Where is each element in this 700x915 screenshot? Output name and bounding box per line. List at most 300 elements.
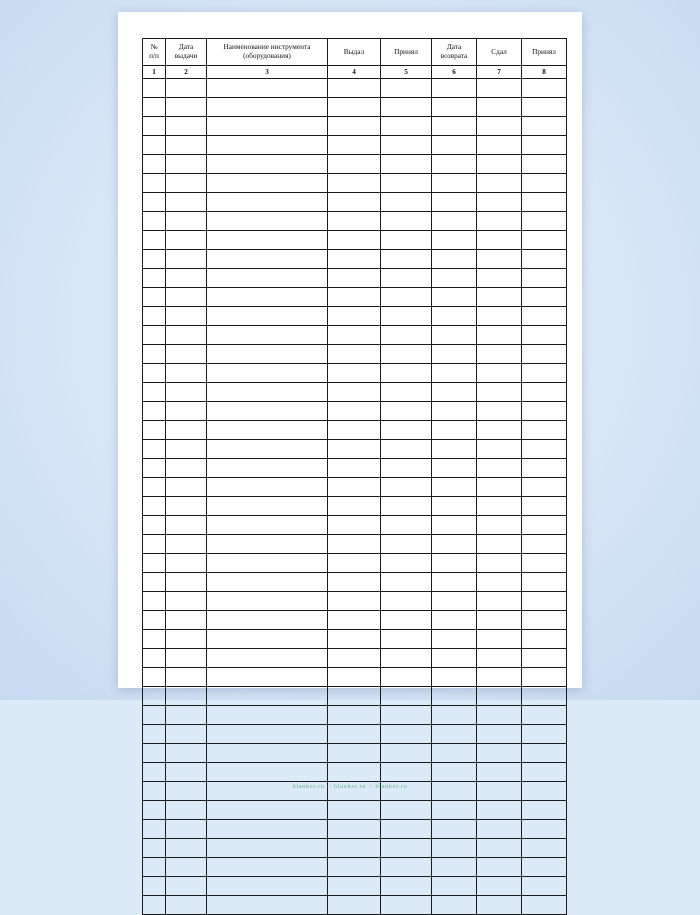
table-cell[interactable] [381,839,432,858]
table-cell[interactable] [207,858,328,877]
table-cell[interactable] [328,706,381,725]
table-row[interactable] [143,725,567,744]
table-row[interactable] [143,231,567,250]
table-row[interactable] [143,421,567,440]
table-cell[interactable] [166,345,207,364]
table-cell[interactable] [207,820,328,839]
table-row[interactable] [143,497,567,516]
table-cell[interactable] [432,155,477,174]
table-cell[interactable] [166,231,207,250]
table-cell[interactable] [381,725,432,744]
table-row[interactable] [143,573,567,592]
table-cell[interactable] [381,516,432,535]
table-cell[interactable] [477,592,522,611]
table-cell[interactable] [432,896,477,915]
table-cell[interactable] [143,554,166,573]
table-row[interactable] [143,193,567,212]
table-cell[interactable] [381,896,432,915]
table-row[interactable] [143,364,567,383]
table-cell[interactable] [522,725,567,744]
table-cell[interactable] [432,649,477,668]
table-cell[interactable] [143,269,166,288]
table-row[interactable] [143,858,567,877]
table-cell[interactable] [432,383,477,402]
table-cell[interactable] [143,782,166,801]
table-cell[interactable] [522,706,567,725]
table-cell[interactable] [522,440,567,459]
table-cell[interactable] [166,307,207,326]
table-cell[interactable] [381,79,432,98]
table-cell[interactable] [143,763,166,782]
table-row[interactable] [143,877,567,896]
table-cell[interactable] [477,611,522,630]
table-cell[interactable] [143,421,166,440]
table-cell[interactable] [432,269,477,288]
table-cell[interactable] [166,668,207,687]
table-cell[interactable] [432,459,477,478]
table-cell[interactable] [522,801,567,820]
table-cell[interactable] [166,611,207,630]
table-row[interactable] [143,79,567,98]
table-cell[interactable] [522,763,567,782]
table-cell[interactable] [381,288,432,307]
table-cell[interactable] [143,231,166,250]
table-cell[interactable] [328,896,381,915]
table-cell[interactable] [522,269,567,288]
table-cell[interactable] [143,98,166,117]
table-cell[interactable] [328,136,381,155]
table-cell[interactable] [207,839,328,858]
table-cell[interactable] [477,877,522,896]
table-cell[interactable] [207,269,328,288]
table-cell[interactable] [166,269,207,288]
table-cell[interactable] [381,307,432,326]
table-cell[interactable] [207,725,328,744]
table-cell[interactable] [207,801,328,820]
table-cell[interactable] [522,535,567,554]
table-row[interactable] [143,801,567,820]
table-cell[interactable] [143,516,166,535]
table-cell[interactable] [207,402,328,421]
table-cell[interactable] [477,345,522,364]
table-cell[interactable] [207,421,328,440]
table-cell[interactable] [166,801,207,820]
table-row[interactable] [143,611,567,630]
table-cell[interactable] [477,820,522,839]
table-cell[interactable] [207,763,328,782]
table-cell[interactable] [522,649,567,668]
table-cell[interactable] [166,573,207,592]
table-cell[interactable] [143,117,166,136]
table-row[interactable] [143,136,567,155]
table-cell[interactable] [381,193,432,212]
table-cell[interactable] [432,782,477,801]
table-cell[interactable] [328,535,381,554]
table-cell[interactable] [143,212,166,231]
table-cell[interactable] [381,383,432,402]
table-cell[interactable] [477,839,522,858]
table-cell[interactable] [166,497,207,516]
table-row[interactable] [143,326,567,345]
table-cell[interactable] [381,345,432,364]
table-cell[interactable] [143,440,166,459]
table-cell[interactable] [328,611,381,630]
table-cell[interactable] [328,326,381,345]
table-cell[interactable] [432,592,477,611]
table-row[interactable] [143,782,567,801]
table-cell[interactable] [522,231,567,250]
table-cell[interactable] [432,440,477,459]
table-row[interactable] [143,174,567,193]
table-cell[interactable] [328,345,381,364]
table-cell[interactable] [328,820,381,839]
table-cell[interactable] [381,269,432,288]
table-cell[interactable] [477,763,522,782]
table-cell[interactable] [328,383,381,402]
table-cell[interactable] [207,896,328,915]
table-cell[interactable] [522,459,567,478]
table-row[interactable] [143,478,567,497]
table-cell[interactable] [166,212,207,231]
table-cell[interactable] [143,877,166,896]
table-cell[interactable] [477,497,522,516]
table-cell[interactable] [432,136,477,155]
table-row[interactable] [143,345,567,364]
table-cell[interactable] [432,364,477,383]
table-cell[interactable] [207,193,328,212]
table-cell[interactable] [328,763,381,782]
table-cell[interactable] [477,212,522,231]
table-cell[interactable] [522,820,567,839]
table-cell[interactable] [522,573,567,592]
table-cell[interactable] [166,79,207,98]
table-cell[interactable] [166,896,207,915]
table-row[interactable] [143,706,567,725]
table-cell[interactable] [381,250,432,269]
table-cell[interactable] [328,288,381,307]
table-cell[interactable] [522,155,567,174]
table-cell[interactable] [166,288,207,307]
table-cell[interactable] [477,155,522,174]
table-cell[interactable] [522,877,567,896]
table-cell[interactable] [207,136,328,155]
table-cell[interactable] [381,763,432,782]
table-cell[interactable] [477,231,522,250]
table-cell[interactable] [143,801,166,820]
table-cell[interactable] [143,326,166,345]
table-row[interactable] [143,649,567,668]
table-cell[interactable] [328,801,381,820]
table-cell[interactable] [477,402,522,421]
table-cell[interactable] [477,649,522,668]
table-row[interactable] [143,117,567,136]
table-cell[interactable] [166,193,207,212]
table-cell[interactable] [477,269,522,288]
table-cell[interactable] [432,858,477,877]
table-cell[interactable] [432,535,477,554]
table-cell[interactable] [166,250,207,269]
table-cell[interactable] [381,592,432,611]
table-cell[interactable] [328,231,381,250]
table-row[interactable] [143,687,567,706]
table-cell[interactable] [143,250,166,269]
table-cell[interactable] [207,440,328,459]
table-cell[interactable] [328,725,381,744]
table-cell[interactable] [381,212,432,231]
table-cell[interactable] [522,174,567,193]
table-cell[interactable] [522,364,567,383]
table-cell[interactable] [166,725,207,744]
table-cell[interactable] [477,193,522,212]
table-cell[interactable] [477,535,522,554]
table-cell[interactable] [207,478,328,497]
table-cell[interactable] [143,136,166,155]
table-cell[interactable] [143,79,166,98]
table-cell[interactable] [477,98,522,117]
table-cell[interactable] [432,402,477,421]
table-cell[interactable] [522,744,567,763]
table-cell[interactable] [381,630,432,649]
table-cell[interactable] [477,858,522,877]
table-cell[interactable] [143,896,166,915]
table-cell[interactable] [166,877,207,896]
table-row[interactable] [143,535,567,554]
table-cell[interactable] [381,706,432,725]
table-cell[interactable] [381,326,432,345]
table-cell[interactable] [477,706,522,725]
table-cell[interactable] [328,364,381,383]
table-cell[interactable] [328,858,381,877]
table-cell[interactable] [207,326,328,345]
table-cell[interactable] [477,288,522,307]
table-cell[interactable] [522,858,567,877]
table-cell[interactable] [207,174,328,193]
table-cell[interactable] [432,345,477,364]
table-cell[interactable] [477,459,522,478]
table-cell[interactable] [328,250,381,269]
table-cell[interactable] [166,630,207,649]
table-cell[interactable] [477,326,522,345]
table-cell[interactable] [143,687,166,706]
table-cell[interactable] [522,839,567,858]
table-cell[interactable] [166,706,207,725]
table-cell[interactable] [166,535,207,554]
table-row[interactable] [143,554,567,573]
table-cell[interactable] [432,174,477,193]
table-cell[interactable] [432,611,477,630]
table-cell[interactable] [328,174,381,193]
table-cell[interactable] [381,155,432,174]
table-row[interactable] [143,250,567,269]
table-cell[interactable] [143,174,166,193]
table-cell[interactable] [328,877,381,896]
table-cell[interactable] [328,744,381,763]
table-cell[interactable] [381,421,432,440]
table-row[interactable] [143,440,567,459]
table-cell[interactable] [381,98,432,117]
table-cell[interactable] [207,877,328,896]
table-cell[interactable] [207,307,328,326]
table-cell[interactable] [143,744,166,763]
table-row[interactable] [143,630,567,649]
table-cell[interactable] [381,497,432,516]
table-cell[interactable] [207,516,328,535]
table-cell[interactable] [381,117,432,136]
table-cell[interactable] [143,592,166,611]
table-cell[interactable] [522,630,567,649]
table-cell[interactable] [143,288,166,307]
table-cell[interactable] [207,611,328,630]
table-cell[interactable] [166,649,207,668]
table-cell[interactable] [477,516,522,535]
table-cell[interactable] [522,554,567,573]
table-row[interactable] [143,212,567,231]
table-cell[interactable] [477,896,522,915]
table-row[interactable] [143,307,567,326]
table-row[interactable] [143,155,567,174]
table-cell[interactable] [207,573,328,592]
table-cell[interactable] [522,307,567,326]
table-row[interactable] [143,516,567,535]
table-cell[interactable] [207,497,328,516]
table-row[interactable] [143,820,567,839]
table-cell[interactable] [522,117,567,136]
table-cell[interactable] [432,79,477,98]
table-cell[interactable] [207,744,328,763]
table-cell[interactable] [328,649,381,668]
table-cell[interactable] [328,307,381,326]
table-row[interactable] [143,383,567,402]
table-cell[interactable] [166,459,207,478]
table-cell[interactable] [207,535,328,554]
table-cell[interactable] [166,763,207,782]
table-row[interactable] [143,839,567,858]
table-cell[interactable] [166,858,207,877]
table-cell[interactable] [143,858,166,877]
table-cell[interactable] [522,250,567,269]
table-cell[interactable] [328,554,381,573]
table-cell[interactable] [432,212,477,231]
table-cell[interactable] [477,478,522,497]
table-cell[interactable] [207,459,328,478]
table-cell[interactable] [432,839,477,858]
table-cell[interactable] [381,820,432,839]
table-cell[interactable] [328,687,381,706]
table-cell[interactable] [522,592,567,611]
table-cell[interactable] [522,212,567,231]
table-cell[interactable] [328,440,381,459]
table-cell[interactable] [381,136,432,155]
table-cell[interactable] [381,478,432,497]
table-cell[interactable] [328,421,381,440]
table-cell[interactable] [477,668,522,687]
table-cell[interactable] [166,478,207,497]
table-cell[interactable] [143,839,166,858]
table-cell[interactable] [477,725,522,744]
table-row[interactable] [143,896,567,915]
table-cell[interactable] [207,649,328,668]
table-cell[interactable] [207,687,328,706]
table-cell[interactable] [207,364,328,383]
table-cell[interactable] [328,478,381,497]
table-cell[interactable] [166,98,207,117]
table-cell[interactable] [477,440,522,459]
table-cell[interactable] [432,573,477,592]
table-cell[interactable] [381,801,432,820]
table-cell[interactable] [477,687,522,706]
table-cell[interactable] [477,744,522,763]
table-row[interactable] [143,668,567,687]
table-cell[interactable] [522,402,567,421]
table-cell[interactable] [381,402,432,421]
table-cell[interactable] [166,687,207,706]
table-cell[interactable] [143,820,166,839]
table-cell[interactable] [432,744,477,763]
table-cell[interactable] [432,554,477,573]
table-row[interactable] [143,98,567,117]
table-cell[interactable] [381,611,432,630]
table-cell[interactable] [432,478,477,497]
table-cell[interactable] [143,630,166,649]
table-cell[interactable] [207,212,328,231]
table-cell[interactable] [477,250,522,269]
table-cell[interactable] [328,269,381,288]
table-cell[interactable] [477,782,522,801]
table-row[interactable] [143,763,567,782]
table-cell[interactable] [143,155,166,174]
table-cell[interactable] [207,117,328,136]
table-row[interactable] [143,592,567,611]
table-cell[interactable] [381,174,432,193]
table-cell[interactable] [381,364,432,383]
table-cell[interactable] [522,611,567,630]
table-cell[interactable] [166,516,207,535]
table-cell[interactable] [143,459,166,478]
table-cell[interactable] [143,383,166,402]
table-cell[interactable] [143,573,166,592]
table-row[interactable] [143,402,567,421]
table-cell[interactable] [477,117,522,136]
table-cell[interactable] [432,801,477,820]
table-cell[interactable] [477,364,522,383]
table-cell[interactable] [522,668,567,687]
table-cell[interactable] [207,554,328,573]
table-cell[interactable] [432,288,477,307]
table-cell[interactable] [328,630,381,649]
table-cell[interactable] [143,706,166,725]
table-cell[interactable] [432,877,477,896]
table-cell[interactable] [207,231,328,250]
table-cell[interactable] [166,326,207,345]
table-cell[interactable] [432,687,477,706]
table-cell[interactable] [328,573,381,592]
table-cell[interactable] [522,383,567,402]
table-cell[interactable] [166,155,207,174]
table-cell[interactable] [432,98,477,117]
table-cell[interactable] [328,155,381,174]
table-cell[interactable] [166,839,207,858]
table-cell[interactable] [381,573,432,592]
table-cell[interactable] [432,250,477,269]
table-cell[interactable] [522,896,567,915]
table-cell[interactable] [477,136,522,155]
table-cell[interactable] [166,402,207,421]
table-cell[interactable] [328,497,381,516]
table-row[interactable] [143,288,567,307]
table-cell[interactable] [432,820,477,839]
table-cell[interactable] [522,516,567,535]
table-cell[interactable] [381,858,432,877]
